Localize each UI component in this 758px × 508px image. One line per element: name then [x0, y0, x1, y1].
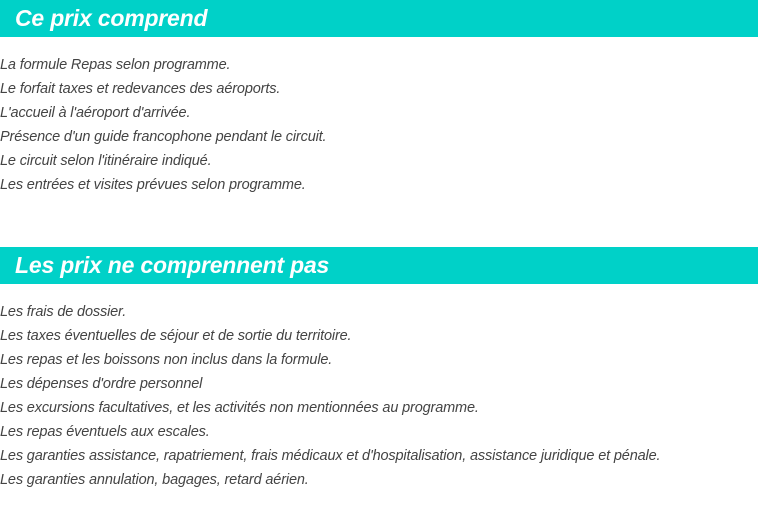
excluded-section-header: [0, 247, 758, 284]
excluded-item: Les excursions facultatives, et les activités non mentionnées au programme.: [0, 400, 479, 416]
included-item: Présence d'un guide francophone pendant le circuit.: [0, 129, 327, 145]
excluded-item: Les garanties annulation, bagages, retard aérien.: [0, 472, 309, 488]
included-section-title: Ce prix comprend: [15, 5, 208, 31]
included-item: Le forfait taxes et redevances des aéroports.: [0, 81, 281, 97]
excluded-item: Les taxes éventuelles de séjour et de sortie du territoire.: [0, 328, 352, 344]
included-item: Les entrées et visites prévues selon programme.: [0, 177, 306, 193]
excluded-item: Les dépenses d'ordre personnel: [0, 376, 203, 392]
excluded-item: Les frais de dossier.: [0, 304, 127, 320]
included-item: L'accueil à l'aéroport d'arrivée.: [0, 105, 191, 121]
included-item: Le circuit selon l'itinéraire indiqué.: [0, 153, 212, 169]
excluded-items-list: [0, 300, 660, 492]
excluded-item: Les repas et les boissons non inclus dans la formule.: [0, 352, 333, 368]
excluded-item: Les repas éventuels aux escales.: [0, 424, 210, 440]
included-section-header: [0, 0, 758, 37]
excluded-section-title: Les prix ne comprennent pas: [15, 252, 330, 278]
excluded-item: Les garanties assistance, rapatriement, frais médicaux et d'hospitalisation, assistance juridique et pénale.: [0, 448, 661, 464]
included-item: La formule Repas selon programme.: [0, 57, 231, 73]
included-items-list: [0, 53, 326, 197]
